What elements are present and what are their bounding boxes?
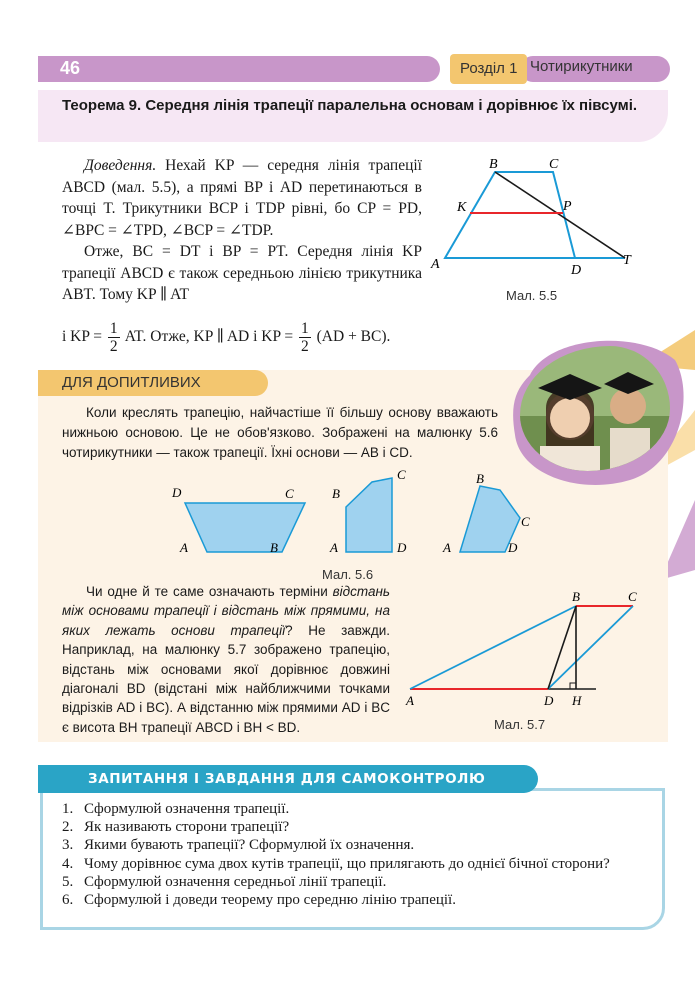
trapezoid-abcd — [445, 172, 575, 258]
fraction-half-2 — [299, 320, 311, 355]
figure-5-5 — [425, 150, 655, 280]
f57-label-d: D — [544, 693, 554, 708]
right-angle-mark — [570, 683, 576, 689]
f56-label-c3: C — [521, 514, 530, 529]
label-t: T — [623, 253, 631, 268]
figure-5-6-caption: Мал. 5.6 — [322, 567, 374, 582]
f56-label-b1: B — [270, 540, 278, 555]
frac-num-2: 1 — [301, 320, 309, 337]
curious-p2-a: Чи одне й те саме означають терміни — [86, 584, 333, 599]
trapezoid-2 — [346, 478, 392, 552]
f56-label-b3: B — [476, 471, 484, 486]
fraction-half-1 — [108, 320, 120, 355]
f56-label-d2: D — [397, 540, 407, 555]
question-text: Чому дорівнює сума двох кутів трапеції, що прилягають до однієї бічної сторони? — [84, 855, 610, 872]
f56-label-d3: D — [508, 540, 518, 555]
figure-5-6 — [170, 470, 540, 565]
f57-label-c: C — [628, 589, 637, 604]
question-text: Якими бувають трапеції? Сформулюй їх означення. — [84, 837, 415, 854]
proof-last-a: і KP = — [62, 328, 103, 346]
page-number: 46 — [60, 58, 81, 78]
question-number: 1. — [62, 801, 74, 817]
question-number: 6. — [62, 892, 74, 909]
figure-5-7 — [398, 588, 648, 708]
line-bt — [495, 172, 625, 258]
question-number: 3. — [62, 837, 74, 854]
question-item — [62, 855, 652, 873]
proof-final-line — [62, 320, 390, 355]
f56-label-c2: C — [397, 470, 406, 482]
header-band — [38, 56, 440, 82]
question-number: 5. — [62, 873, 74, 890]
section-tab: Розділ 1 — [450, 54, 527, 84]
frac-den: 2 — [109, 338, 118, 355]
question-number: 4. — [62, 855, 74, 872]
curious-paragraph-2 — [62, 582, 390, 737]
f57-label-h: H — [572, 693, 582, 708]
side-ab — [410, 606, 576, 689]
proof-paragraph-2: Отже, BC = DT і BP = PT. Середня лінія KP трапеції ABCD є також середньою лінією трикутника ABT. Тому KP ∥ AT — [62, 243, 422, 303]
f56-label-b2: B — [332, 486, 340, 501]
questions-title: ЗАПИТАННЯ І ЗАВДАННЯ ДЛЯ САМОКОНТРОЛЮ — [38, 765, 538, 793]
theorem-text: Теорема 9. Середня лінія трапеції паралельна основам і дорівнює їх півсумі. — [62, 97, 638, 114]
proof-last-b: AT. Отже, KP ∥ AD і KP = — [124, 328, 294, 346]
f57-label-b: B — [572, 589, 580, 604]
question-text: Сформулюй означення середньої лінії трапеції. — [84, 873, 387, 890]
f56-label-d1: D — [172, 485, 182, 500]
proof-paragraph-1 — [62, 155, 422, 241]
label-p: P — [563, 199, 572, 214]
trapezoid-1 — [185, 503, 305, 552]
question-number: 2. — [62, 819, 74, 836]
question-item — [62, 873, 652, 891]
proof-p1-rest: Нехай KP — середня лінія трапеції ABCD (мал. 5.5), а прямі BP і AD перетинаються в точці T. Трикутники BCP і TDP рівні, бо CP = PD, ∠BPC = ∠TPD, ∠BCP = ∠TDP. — [62, 157, 422, 239]
chapter-title: Чотирикутники — [530, 58, 633, 75]
question-item — [62, 836, 652, 854]
f56-label-a1: A — [180, 540, 188, 555]
f56-label-c1: C — [285, 486, 294, 501]
question-item — [62, 800, 652, 818]
proof-last-c: (AD + BC). — [316, 328, 391, 346]
label-a: A — [431, 257, 440, 272]
proof-lead: Доведення. — [84, 157, 157, 174]
f56-label-a2: A — [330, 540, 338, 555]
question-text: Сформулюй означення трапеції. — [84, 801, 290, 817]
curious-p2-italic: відстань між основами трапеції і відстань між прямими, на яких лежать основи трапеції — [62, 584, 390, 638]
frac-den-2: 2 — [301, 338, 309, 355]
label-c: C — [549, 157, 559, 172]
f56-label-a3: A — [443, 540, 451, 555]
label-k: K — [457, 200, 467, 215]
frac-num: 1 — [109, 320, 118, 337]
f57-label-a: A — [406, 693, 414, 708]
label-d: D — [571, 263, 582, 278]
question-item — [62, 818, 652, 836]
curious-paragraph-1: Коли креслять трапецію, найчастіше її більшу основу вважають нижньою основою. Це не обов'язково. Зображені на малюнку 5.6 чотирикутники — також трапеції. Їхні основи — AB і CD. — [62, 405, 498, 460]
curious-p2-b: ? Не завжди. Наприклад, на малюнку 5.7 зображено трапецію, відстань між основами якої дорівнює довжині діагоналі BD (відстані між найближчими точками відрізків AD і BC). А відстанню між прямими AD і BC є висота BH трапеції ABCD і BH < BD. — [62, 622, 391, 735]
question-text: Сформулюй і доведи теорему про середню лінію трапеції. — [84, 892, 456, 909]
label-b: B — [489, 157, 498, 172]
question-item — [62, 891, 652, 909]
figure-5-5-caption: Мал. 5.5 — [506, 288, 558, 303]
curious-title: ДЛЯ ДОПИТЛИВИХ — [38, 370, 268, 396]
questions-list — [62, 800, 652, 909]
side-cd — [548, 606, 633, 689]
figure-5-7-caption: Мал. 5.7 — [494, 717, 546, 732]
question-text: Як називають сторони трапеції? — [84, 819, 290, 836]
proof-text — [62, 155, 422, 306]
